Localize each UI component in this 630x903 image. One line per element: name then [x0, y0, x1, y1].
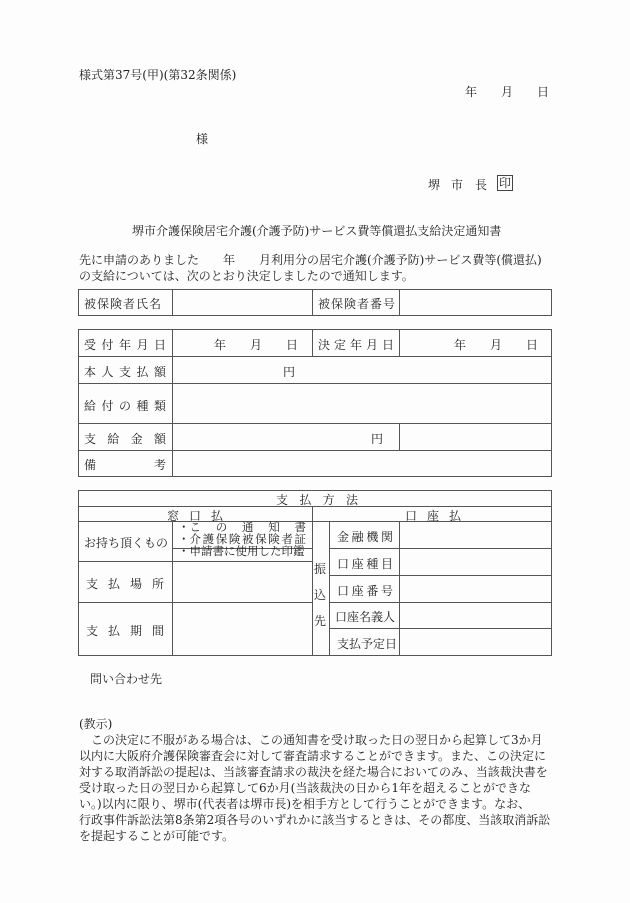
account-number-label: 口 座 番 号 [337, 584, 393, 598]
payment-amount-yen: 円 [371, 432, 384, 446]
notice-line-6: 行政事件訴訟法第8条第2項各号のいずれかに該当するときは、その都度、当該取消訴訟 [79, 813, 551, 827]
self-payment-yen: 円 [283, 365, 296, 379]
decided-year: 年 [454, 338, 467, 352]
item-seal: ・申請書に使用した印鑑 [178, 544, 305, 558]
received-month: 月 [250, 338, 263, 352]
account-type-field[interactable] [400, 549, 550, 574]
payment-amount-label: 支 給 金 額 [84, 432, 166, 446]
decided-day: 日 [526, 338, 539, 352]
received-year: 年 [214, 338, 227, 352]
date-year: 年 [465, 85, 478, 99]
insured-number-field[interactable] [400, 290, 550, 315]
account-type-label: 口 座 種 目 [337, 557, 393, 571]
decided-month: 月 [490, 338, 503, 352]
insured-name-label: 被保険者氏名 [84, 297, 163, 311]
transfer-label: 振 込 先 [314, 562, 327, 628]
seal-mark [497, 175, 513, 191]
bank-label: 金 融 機 関 [337, 530, 393, 544]
account-holder-field[interactable] [400, 603, 550, 627]
insured-name-field[interactable] [173, 290, 311, 315]
payment-place-label: 支 払 場 所 [86, 577, 164, 591]
notice-line-1: この決定に不服がある場合は、この通知書を受け取った日の翌日から起算して3か月 [79, 733, 543, 747]
notice-line-7: を提起することが可能です。 [79, 829, 235, 843]
account-holder-label: 口座名義人 [335, 610, 396, 624]
notice-line-2: 以内に大阪府介護保険審査会に対して審査請求することができます。また、この決定に [79, 749, 547, 763]
issuer-1: 堺 [428, 178, 441, 192]
received-day: 日 [286, 338, 299, 352]
scheduled-date-label: 支払予定日 [337, 637, 398, 651]
bank-field[interactable] [400, 522, 550, 547]
account-payment-title: 口 座 払 [405, 509, 461, 523]
item-notice: ・こ の 通 知 書 [178, 520, 306, 534]
items-to-bring-label: お持ち頂くもの [84, 536, 169, 550]
insured-number-label: 被保険者番号 [318, 297, 397, 311]
date-month: 月 [501, 85, 514, 99]
seal-icon: 印 [499, 176, 512, 190]
counter-payment-title: 窓 口 払 [167, 509, 223, 523]
payment-place-field[interactable] [173, 562, 311, 601]
received-date-label: 受 付 年 月 日 [84, 338, 166, 352]
benefit-type-label: 給 付 の 種 類 [84, 399, 166, 413]
account-number-field[interactable] [400, 576, 550, 601]
issuer-3: 長 [475, 178, 488, 192]
item-insurance-card: ・介 護 保 険 被 保 険 者 証 [178, 532, 306, 546]
scheduled-date-field[interactable] [400, 629, 550, 655]
notice-line-4: 受け取った日の翌日から起算して6か月(当該裁決の日から1年を超えることができな [79, 781, 531, 795]
notice-heading: (教示) [79, 717, 113, 731]
self-payment-label: 本 人 支 払 額 [84, 365, 166, 379]
payment-method-title: 支 払 方 法 [276, 493, 358, 507]
payment-period-field[interactable] [173, 603, 311, 655]
contact-label: 問い合わせ先 [90, 672, 163, 686]
notice-line-5: い。)以内に限り、堺市(代表者は堺市長)を相手方として行うことができます。なお、 [79, 797, 531, 811]
payment-period-label: 支 払 期 間 [86, 624, 164, 638]
notice-line-3: 対する取消訴訟の提起は、当該審査請求の裁決を経た場合においてのみ、当該裁決書を [79, 765, 548, 779]
remarks-label: 備 考 [84, 458, 166, 472]
addressee-suffix: 様 [196, 132, 209, 146]
intro-line-1: 先に申請のありました 年 月利用分の居宅介護(介護予防)サービス費等(償還払) [79, 253, 542, 267]
form-number: 様式第37号(甲)(第32条関係) [79, 68, 237, 82]
intro-line-2: の支給については、次のとおり決定しましたので通知します。 [79, 269, 414, 283]
decided-date-label: 決 定 年 月 日 [318, 338, 394, 352]
document-title: 堺市介護保険居宅介護(介護予防)サービス費等償還払支給決定通知書 [132, 224, 502, 238]
issuer-2: 市 [451, 178, 464, 192]
date-day: 日 [537, 85, 550, 99]
